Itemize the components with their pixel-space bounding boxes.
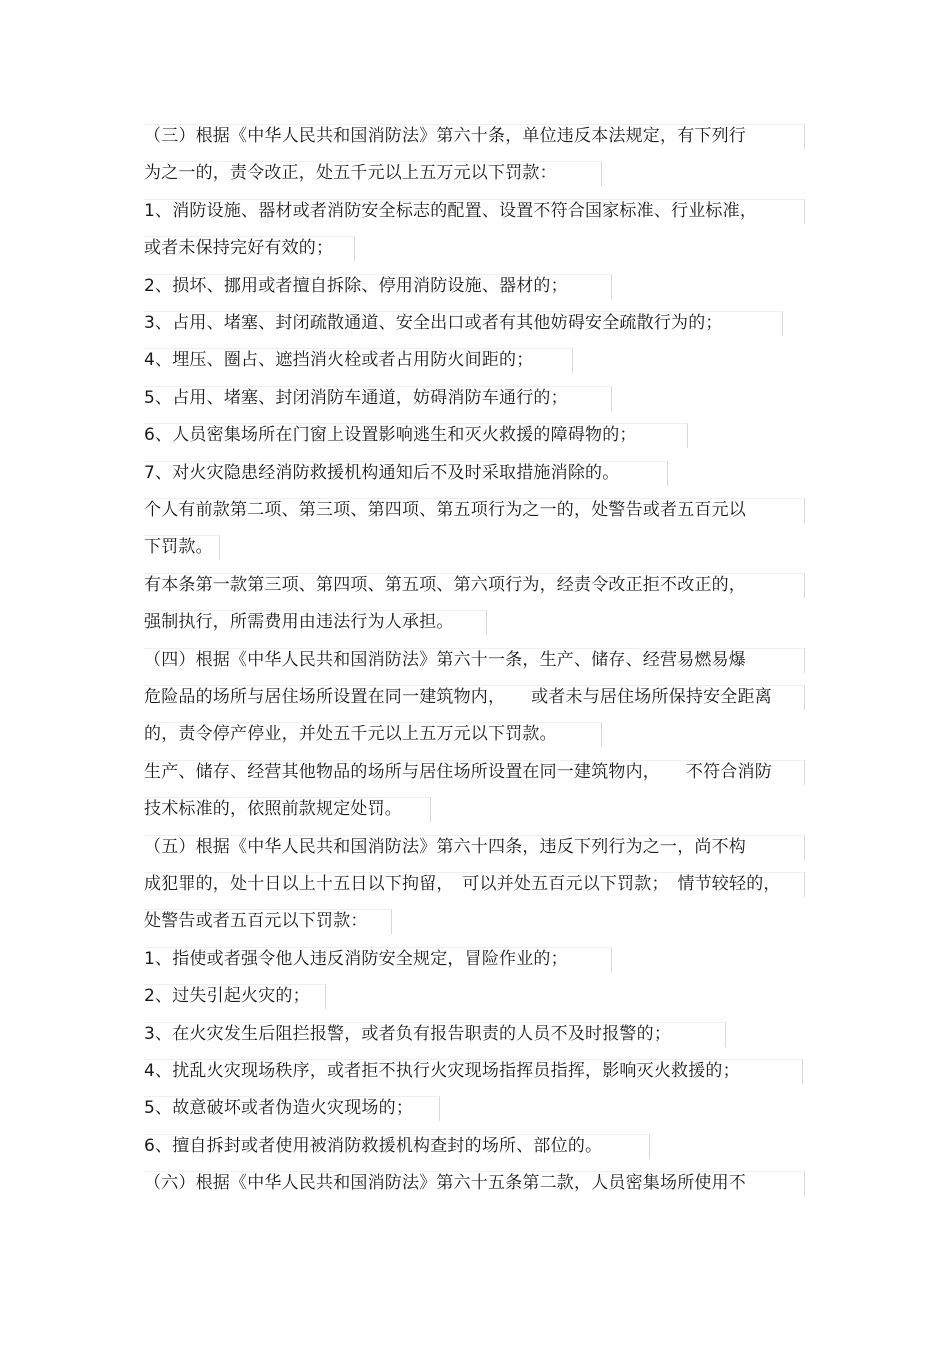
- text-line-21: 成犯罪的，处十日以上十五日以下拘留， 可以并处五百元以下罚款； 情节较轻的，: [144, 874, 781, 894]
- text-line-6: 3、占用、堵塞、封闭疏散通道、安全出口或者有其他妨碍安全疏散行为的；: [144, 313, 723, 333]
- text-line-22: 处警告或者五百元以下罚款：: [144, 911, 368, 931]
- text-line-20: （五）根据《中华人民共和国消防法》第六十四条，违反下列行为之一，尚不构: [144, 837, 746, 857]
- text-line-1: （三）根据《中华人民共和国消防法》第六十条，单位违反本法规定，有下列行: [144, 126, 746, 146]
- text-line-5: 2、损坏、挪用或者擅自拆除、停用消防设施、器材的；: [144, 276, 568, 296]
- text-line-26: 4、扰乱火灾现场秩序，或者拒不执行火灾现场指挥员指挥，影响灭火救援的；: [144, 1061, 740, 1081]
- text-line-9: 6、人员密集场所在门窗上设置影响逃生和灭火救援的障碍物的；: [144, 425, 637, 445]
- text-line-3: 1、消防设施、器材或者消防安全标志的配置、设置不符合国家标准、行业标准，: [144, 201, 758, 221]
- text-line-11: 个人有前款第二项、第三项、第四项、第五项行为之一的，处警告或者五百元以: [144, 500, 746, 520]
- text-line-14: 强制执行，所需费用由违法行为人承担。: [144, 612, 454, 632]
- text-line-29: （六）根据《中华人民共和国消防法》第六十五条第二款，人员密集场所使用不: [144, 1173, 746, 1193]
- text-line-2: 为之一的，责令改正，处五千元以上五万元以下罚款：: [144, 163, 557, 183]
- text-line-10: 7、对火灾隐患经消防救援机构通知后不及时采取措施消除的。: [144, 463, 620, 483]
- text-line-23: 1、指使或者强令他人违反消防安全规定，冒险作业的；: [144, 949, 568, 969]
- text-line-8: 5、占用、堵塞、封闭消防车通道，妨碍消防车通行的；: [144, 388, 568, 408]
- text-line-27: 5、故意破坏或者伪造火灾现场的；: [144, 1098, 414, 1118]
- text-line-16: 危险品的场所与居住场所设置在同一建筑物内， 或者未与居住场所保持安全距离: [144, 687, 772, 707]
- text-line-18: 生产、储存、经营其他物品的场所与居住场所设置在同一建筑物内， 不符合消防: [144, 762, 772, 782]
- text-line-4: 或者未保持完好有效的；: [144, 238, 334, 258]
- text-line-12: 下罚款。: [144, 537, 213, 557]
- text-line-15: （四）根据《中华人民共和国消防法》第六十一条，生产、储存、经营易燃易爆: [144, 650, 746, 670]
- text-line-13: 有本条第一款第三项、第四项、第五项、第六项行为，经责令改正拒不改正的，: [144, 575, 746, 595]
- text-line-24: 2、过失引起火灾的；: [144, 986, 310, 1006]
- text-line-25: 3、在火灾发生后阻拦报警，或者负有报告职责的人员不及时报警的；: [144, 1024, 672, 1044]
- text-line-19: 技术标准的，依照前款规定处罚。: [144, 799, 402, 819]
- text-line-28: 6、擅自拆封或者使用被消防救援机构查封的场所、部位的。: [144, 1136, 603, 1156]
- text-line-17: 的，责令停产停业，并处五千元以上五万元以下罚款。: [144, 724, 557, 744]
- text-line-7: 4、埋压、圈占、遮挡消火栓或者占用防火间距的；: [144, 350, 534, 370]
